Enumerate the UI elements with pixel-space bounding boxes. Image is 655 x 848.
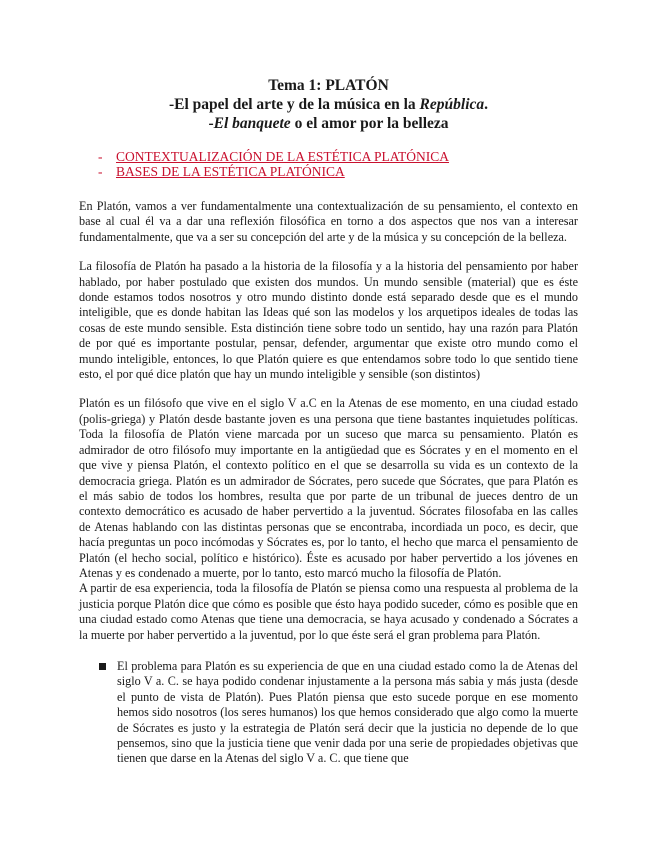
title-block <box>79 76 578 133</box>
title-line-2-italic: República <box>419 96 485 113</box>
title-line-3 <box>79 114 578 133</box>
title-line-2-text: -El papel del arte y de la música en la <box>168 96 420 113</box>
square-bullet-icon <box>99 663 106 670</box>
title-line-2 <box>79 95 578 114</box>
paragraph-two-worlds: La filosofía de Platón ha pasado a la historia de la filosofía y a la historia del pensamiento por haber hablado, por haber postulado que existen dos mundos. Un mundo sensible (material) que es éste donde estamos todos nosotros y otro mundo distinto donde está separado desde que es el mundo inteligible, que es donde habitan las Ideas qué son las modelos y los arquetipos ideales de todas las cosas de este mundo sensible. Esta distinción tiene sobre todo un sentido, hay una razón para Platón de por qué es importante postular, pensar, defender, argumentar que existe otro mundo como el mundo inteligible, entonces, lo que Platón quiere es que entendamos sobre todo lo que sentido tiene esto, el por qué dice platón que hay un mundo inteligible y sensible (son distintos) <box>79 259 578 382</box>
title-line-3-text: o el amor por la belleza <box>290 115 449 132</box>
toc-item[interactable] <box>98 149 578 164</box>
title-line-1: Tema 1: PLATÓN <box>268 77 389 94</box>
toc-item[interactable] <box>98 164 578 179</box>
toc-link-contextualizacion[interactable]: CONTEXTUALIZACIÓN DE LA ESTÉTICA PLATÓNICA <box>116 149 449 164</box>
table-of-contents <box>98 149 578 179</box>
paragraph-justice: A partir de esa experiencia, toda la filosofía de Platón se piensa como una respuesta al problema de la justicia porque Platón dice que cómo es posible que ésto haya podido suceder, cómo es posible que en una ciudad estado como Atenas que tiene una democracia, se haya acusado y condenado a Sócrates a la muerte por haber pervertido a la juventud, por lo que éste será el gran problema para Platón. <box>79 581 578 642</box>
toc-dash: - <box>98 164 103 179</box>
paragraph-context: Platón es un filósofo que vive en el siglo V a.C en la Atenas de ese momento, en una ciudad estado (polis-griega) y Platón desde bastante joven es una persona que tiene bastantes inquietudes políticas. Toda la filosofía de Platón viene marcada por un suceso que marca su pensamiento. Platón es admirador de otro filósofo muy importante en la antigüedad que es Sócrates y en el momento en el que vive y piensa Platón, el contexto político en el que se desarrolla su vida es un contexto de la democracia griega. Platón es un admirador de Sócrates, pero sucede que Sócrates, que para Platón es el más sabio de todos los hombres, resulta que por parte de un tribunal de jueces dentro de un contexto democrático es acusado de haber pervertido a la juventud. Sócrates filosofaba en las calles de Atenas hablando con las distintas personas que se encontraba, incordiada un poco, es decir, que hacía preguntas un poco incómodas y Sócrates es, por lo tanto, el hecho que marca el pensamiento de Platón (el hecho social, político e histórico). Éste es acusado por haber pervertido a los jóvenes en Atenas y es condenado a muerte, por lo tanto, esto marcó mucho la filosofía de Platón. <box>79 396 578 580</box>
paragraph-intro: En Platón, vamos a ver fundamentalmente una contextualización de su pensamiento, el contexto en base al cual él va a dar una reflexión filosófica en torno a dos aspectos que nos van a interesar fundamentalmente, que va a ser su concepción del arte y de la música y su concepción de la belleza. <box>79 199 578 244</box>
title-line-3-italic: El banquete <box>213 115 291 132</box>
bullet-item <box>97 659 578 767</box>
title-line-3-prefix: - <box>208 115 214 132</box>
title-line-2-suffix: . <box>484 96 489 113</box>
bullet-list <box>97 659 578 767</box>
bullet-text: El problema para Platón es su experiencia de que en una ciudad estado como la de Atenas del siglo V a. C. se haya podido condenar injustamente a la persona más sabia y más justa (desde el punto de vista de Platón). Pues Platón piensa que esto sucede porque en ese momento hemos sido nosotros (los seres humanos) los que hemos considerado que algo como la muerte de Sócrates es justo y la estrategia de Platón será decir que la justicia no depende de lo que pensemos, sino que la justicia tiene que venir dada por una serie de propiedades objetivas que tienen que darse en la Atenas del siglo V a. C. que tiene que <box>117 658 578 766</box>
toc-dash: - <box>98 149 103 164</box>
toc-link-bases[interactable]: BASES DE LA ESTÉTICA PLATÓNICA <box>116 164 345 179</box>
